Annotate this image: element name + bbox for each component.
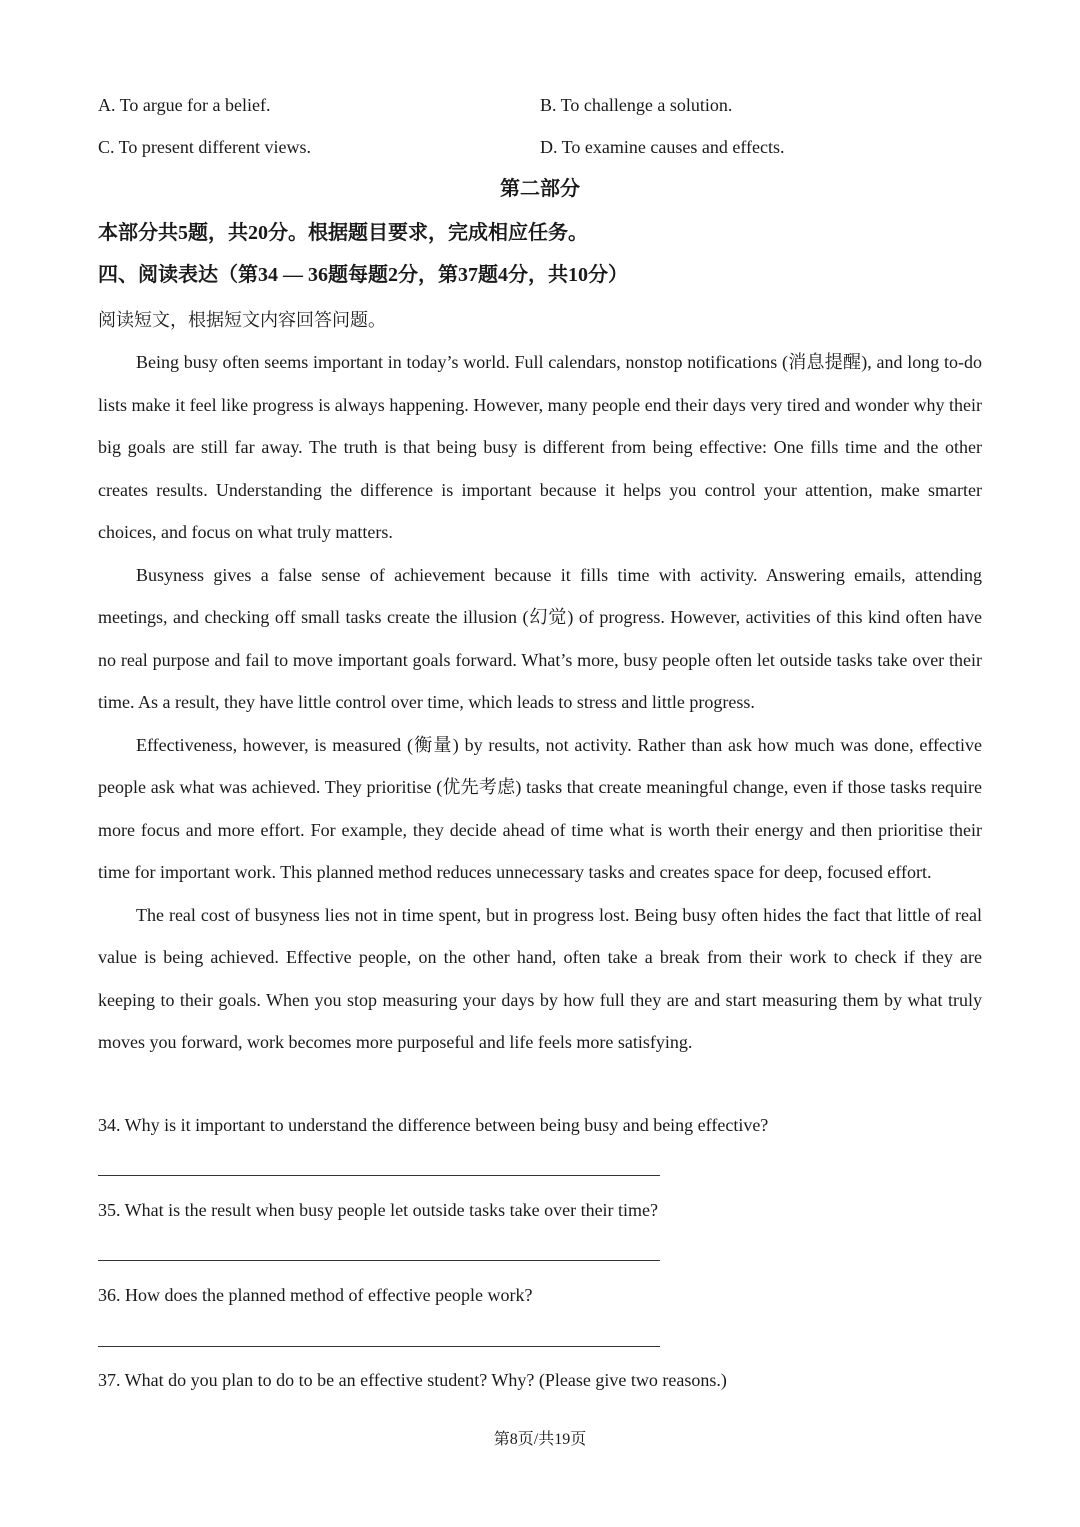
answer-line-35[interactable] [98,1260,660,1261]
passage-paragraph-2: Busyness gives a false sense of achievement because it fills time with activity. Answering emails, attending meetings, and checking off small tasks create the illusion (幻觉) of progress. However, activities of this kind often have no real purpose and fail to move important goals forward. What’s more, busy people often let outside tasks take over their time. As a result, they have little control over time, which leads to stress and little progress. [98,564,982,712]
option-a: A. To argue for a belief. [98,95,271,115]
passage-paragraph-3: Effectiveness, however, is measured (衡量) by results, not activity. Rather than ask how much was done, effective people ask what was achieved. They prioritise (优先考虑) tasks that create meaningful change, even if those tasks require more focus and more effort. For example, they decide ahead of time what is worth their energy and then prioritise their time for important work. This planned method reduces unnecessary tasks and creates space for deep, focused effort. [98,734,982,882]
passage-paragraph-1: Being busy often seems important in today’s world. Full calendars, nonstop notifications (消息提醒), and long to-do lists make it feel like progress is always happening. However, many people end their days very tired and wonder why their big goals are still far away. The truth is that being busy is different from being effective: One fills time and the other creates results. Understanding the difference is important because it helps you control your attention, make smarter choices, and focus on what truly matters. [98,352,982,542]
answer-line-34[interactable] [98,1175,660,1176]
options-row-1 [98,92,988,134]
options-row-2 [98,134,988,176]
option-d: D. To examine causes and effects. [540,137,785,157]
section-heading: 四、阅读表达（第34 — 36题每题2分，第37题4分，共10分） [98,264,628,286]
page-number-footer: 第8页/共19页 [493,1431,587,1448]
answer-line-36[interactable] [98,1346,660,1347]
question-35: 35. What is the result when busy people let outside tasks take over their time? [98,1200,659,1220]
question-37: 37. What do you plan to do to be an effective student? Why? (Please give two reasons.) [98,1370,727,1390]
option-b: B. To challenge a solution. [540,95,733,115]
reading-passage [98,341,982,1064]
question-36: 36. How does the planned method of effective people work? [98,1285,533,1305]
section-title: 第二部分 [500,178,580,200]
passage-paragraph-4: The real cost of busyness lies not in time spent, but in progress lost. Being busy often hides the fact that little of real value is being achieved. Effective people, on the other hand, often take a break from their work to check if they are keeping to their goals. When you stop measuring your days by how full they are and start measuring them by what truly moves you forward, work becomes more purposeful and life feels more satisfying. [98,904,982,1052]
answer-options [98,92,988,176]
question-34: 34. Why is it important to understand the difference between being busy and being effective? [98,1115,769,1135]
part-note: 本部分共5题，共20分。根据题目要求，完成相应任务。 [98,222,588,244]
option-c: C. To present different views. [98,137,312,157]
instruction: 阅读短文，根据短文内容回答问题。 [98,310,386,330]
